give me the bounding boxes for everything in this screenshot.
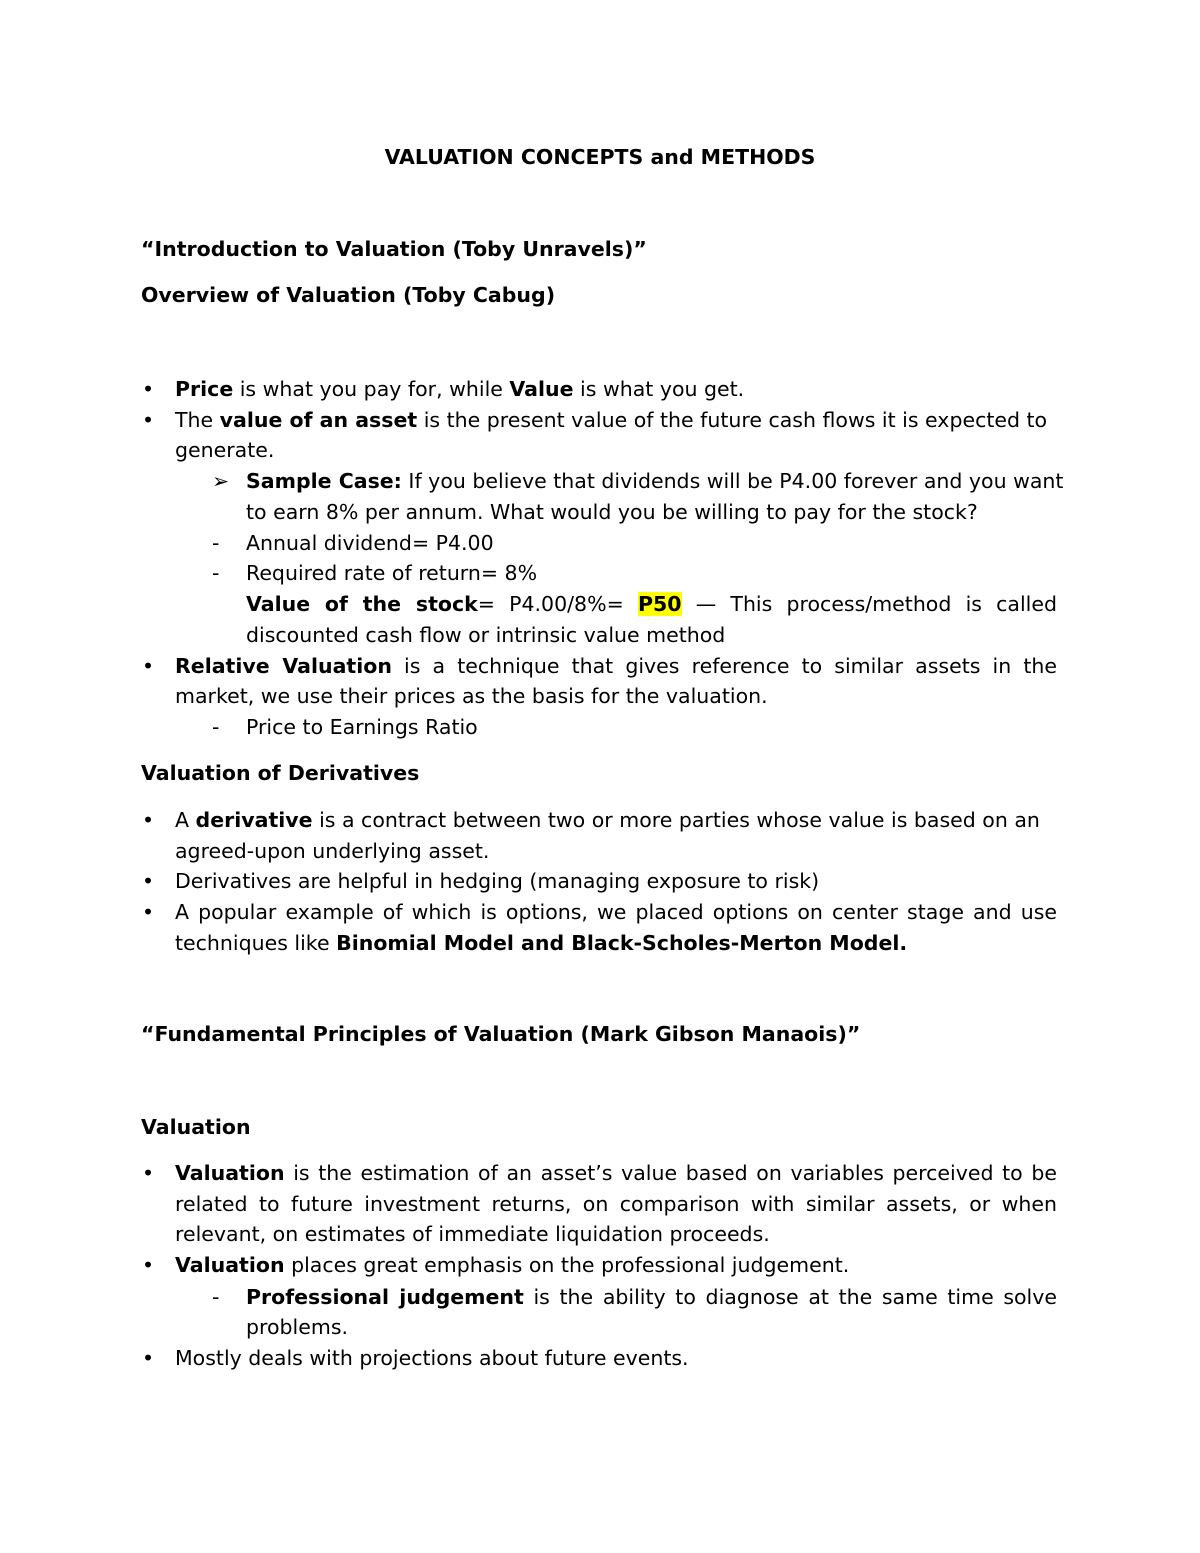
bullet-icon: • [141,869,155,893]
list-item-continuation: techniques like Binomial Model and Black-Scholes-Merton Model. [175,931,908,955]
dash-item: Annual dividend= P4.00 [246,531,494,555]
sample-case-continuation: to earn 8% per annum. What would you be willing to pay for the stock? [246,500,978,524]
value-of-stock-line: Value of the stock= P4.00/8%= P50 — This process/method is called [246,592,1057,616]
valuation-heading: Valuation [141,1115,251,1139]
bullet-icon: • [141,377,155,401]
bullet-icon: • [141,1346,155,1370]
highlighted-value: P50 [637,592,682,616]
bullet-icon: • [141,1253,155,1277]
sample-case: Sample Case: If you believe that dividends will be P4.00 forever and you want [246,469,1064,493]
fundamental-heading: “Fundamental Principles of Valuation (Mark Gibson Manaois)” [141,1022,861,1046]
dash-item: Required rate of return= 8% [246,561,538,585]
page-title: VALUATION CONCEPTS and METHODS [384,145,816,169]
intro-heading: “Introduction to Valuation (Toby Unravels)” [141,237,647,261]
bullet-icon: • [141,900,155,924]
list-item-continuation: market, we use their prices as the basis for the valuation. [175,684,768,708]
dash-item-continuation: problems. [246,1315,349,1339]
bullet-icon: • [141,654,155,678]
bullet-icon: • [141,1161,155,1185]
list-item: A derivative is a contract between two or more parties whose value is based on an [175,808,1040,832]
value-of-stock-continuation: discounted cash flow or intrinsic value method [246,623,726,647]
list-item-continuation: relevant, on estimates of immediate liquidation proceeds. [175,1222,770,1246]
bullet-icon: • [141,808,155,832]
list-item: Price is what you pay for, while Value is what you get. [175,377,745,401]
bullet-icon: • [141,408,155,432]
overview-heading: Overview of Valuation (Toby Cabug) [141,283,556,307]
dash-item: Professional judgement is the ability to diagnose at the same time solve [246,1285,1057,1309]
arrow-bullet-icon: ➢ [212,469,230,493]
list-item: Valuation places great emphasis on the professional judgement. [175,1253,850,1277]
dash-bullet-icon: - [212,561,220,585]
list-item: Relative Valuation is a technique that gives reference to similar assets in the [175,654,1057,678]
list-item-continuation: agreed-upon underlying asset. [175,839,490,863]
dash-bullet-icon: - [212,531,220,555]
dash-bullet-icon: - [212,715,220,739]
derivatives-heading: Valuation of Derivatives [141,761,420,785]
list-item-continuation: generate. [175,438,275,462]
dash-item: Price to Earnings Ratio [246,715,478,739]
list-item: Valuation is the estimation of an asset’s value based on variables perceived to be [175,1161,1057,1185]
list-item-continuation: related to future investment returns, on comparison with similar assets, or when [175,1192,1057,1216]
list-item: Derivatives are helpful in hedging (managing exposure to risk) [175,869,820,893]
list-item: A popular example of which is options, we placed options on center stage and use [175,900,1057,924]
list-item: The value of an asset is the present value of the future cash flows it is expected to [175,408,1048,432]
dash-bullet-icon: - [212,1285,220,1309]
list-item: Mostly deals with projections about future events. [175,1346,689,1370]
